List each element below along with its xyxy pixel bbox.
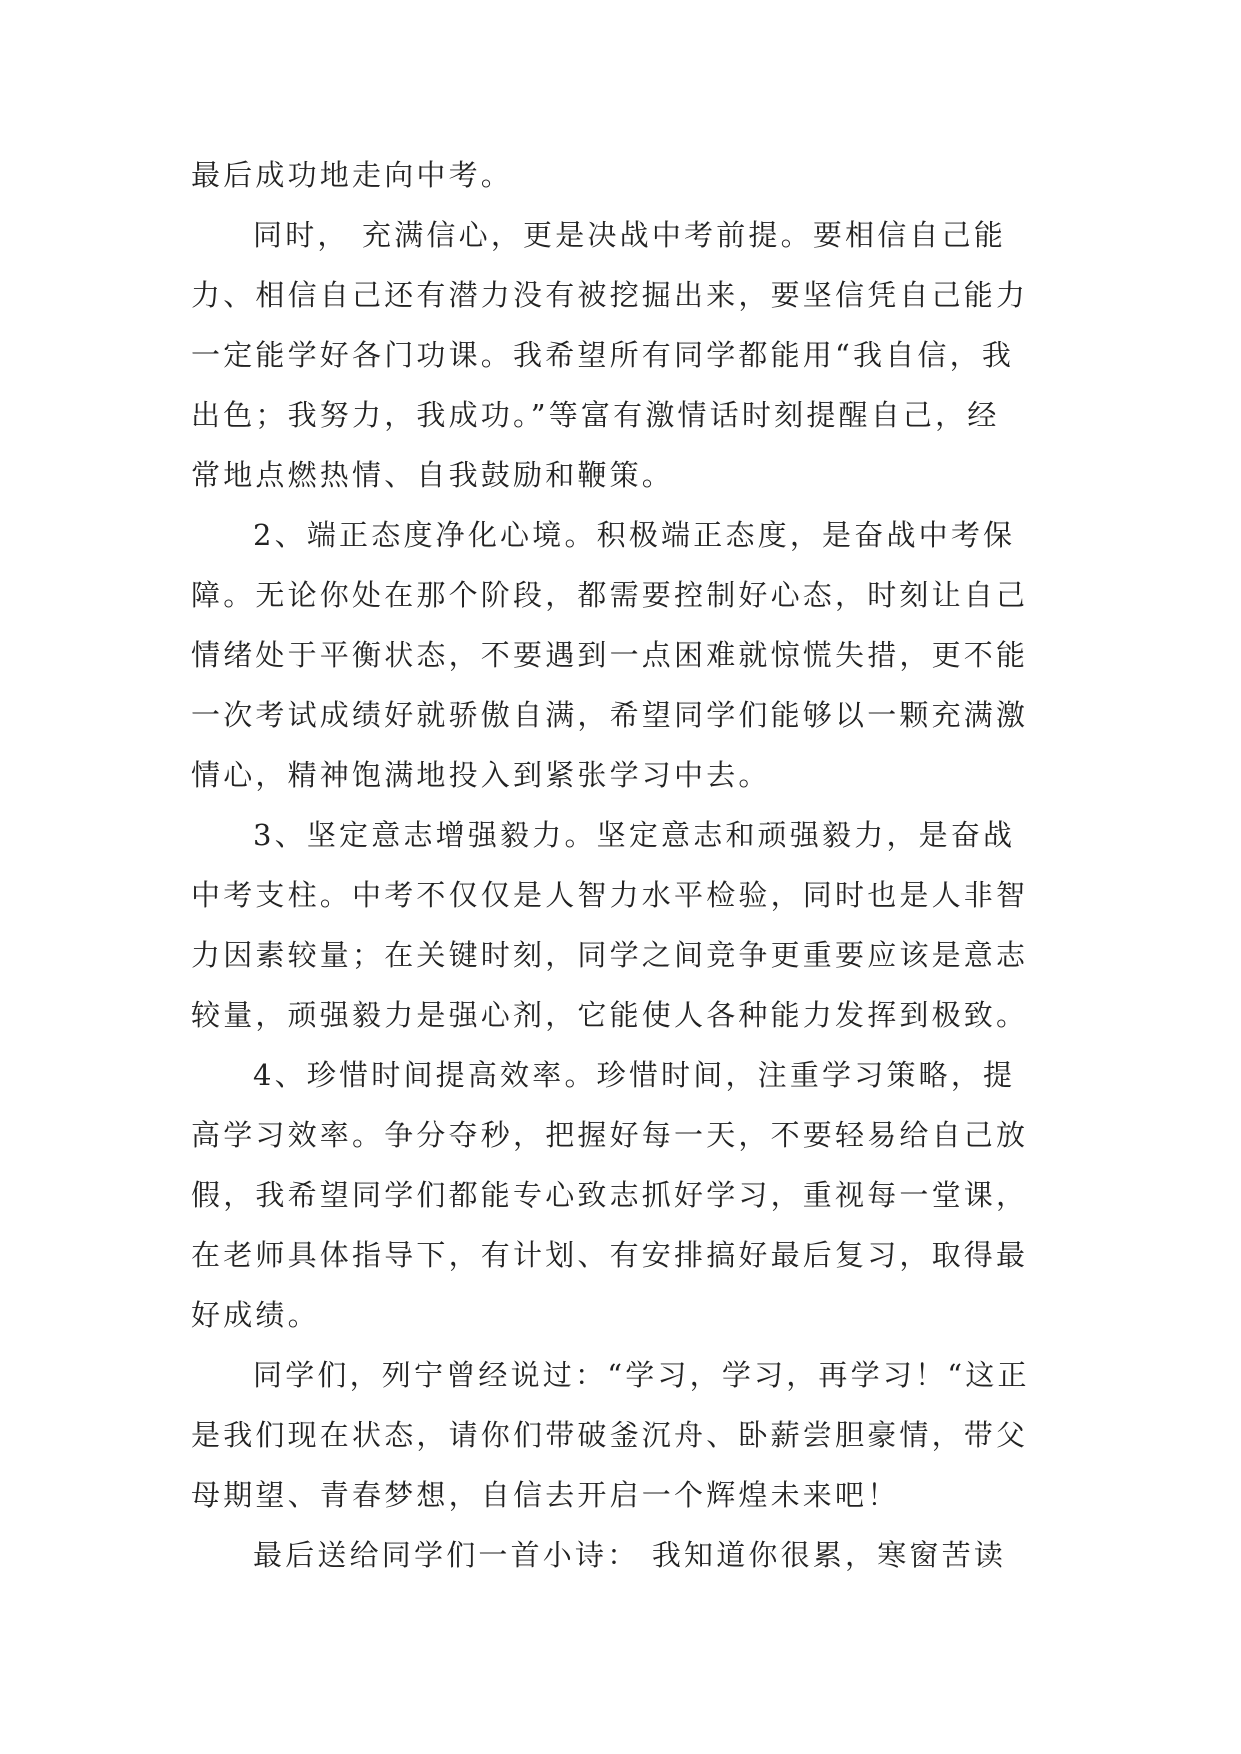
text-line: 最后送给同学们一首小诗： 我知道你很累，寒窗苦读 <box>253 1538 1007 1572</box>
text-line: 情绪处于平衡状态，不要遇到一点困难就惊慌失措，更不能 <box>191 638 1029 672</box>
text-line: 力因素较量；在关键时刻，同学之间竞争更重要应该是意志 <box>191 938 1029 972</box>
text-line: 一定能学好各门功课。我希望所有同学都能用“我自信，我 <box>191 338 1015 372</box>
text-line: 3、坚定意志增强毅力。坚定意志和顽强毅力，是奋战 <box>253 818 1016 852</box>
text-line: 好成绩。 <box>191 1298 320 1332</box>
text-line: 较量，顽强毅力是强心剂，它能使人各种能力发挥到极致。 <box>191 998 1029 1032</box>
text-line: 是我们现在状态，请你们带破釜沉舟、卧薪尝胆豪情，带父 <box>191 1418 1029 1452</box>
text-line: 一次考试成绩好就骄傲自满，希望同学们能够以一颗充满激 <box>191 698 1029 732</box>
text-line: 在老师具体指导下，有计划、有安排搞好最后复习，取得最 <box>191 1238 1029 1272</box>
text-line: 2、端正态度净化心境。积极端正态度，是奋战中考保 <box>253 518 1016 552</box>
text-line: 假，我希望同学们都能专心致志抓好学习，重视每一堂课， <box>191 1178 1029 1212</box>
text-line: 最后成功地走向中考。 <box>191 158 514 192</box>
text-line: 母期望、青春梦想，自信去开启一个辉煌未来吧！ <box>191 1478 900 1512</box>
text-line: 力、相信自己还有潜力没有被挖掘出来，要坚信凭自己能力 <box>191 278 1029 312</box>
text-line: 同时， 充满信心，更是决战中考前提。要相信自己能 <box>253 218 1007 252</box>
text-line: 常地点燃热情、自我鼓励和鞭策。 <box>191 458 675 492</box>
text-line: 出色；我努力，我成功。”等富有激情话时刻提醒自己，经 <box>191 398 1000 432</box>
text-line: 同学们，列宁曾经说过：“学习，学习，再学习！“这正 <box>253 1358 1030 1392</box>
text-line: 中考支柱。中考不仅仅是人智力水平检验，同时也是人非智 <box>191 878 1029 912</box>
text-line: 4、珍惜时间提高效率。珍惜时间，注重学习策略，提 <box>253 1058 1016 1092</box>
text-line: 高学习效率。争分夺秒，把握好每一天，不要轻易给自己放 <box>191 1118 1029 1152</box>
text-line: 障。无论你处在那个阶段，都需要控制好心态，时刻让自己 <box>191 578 1029 612</box>
text-line: 情心，精神饱满地投入到紧张学习中去。 <box>191 758 771 792</box>
